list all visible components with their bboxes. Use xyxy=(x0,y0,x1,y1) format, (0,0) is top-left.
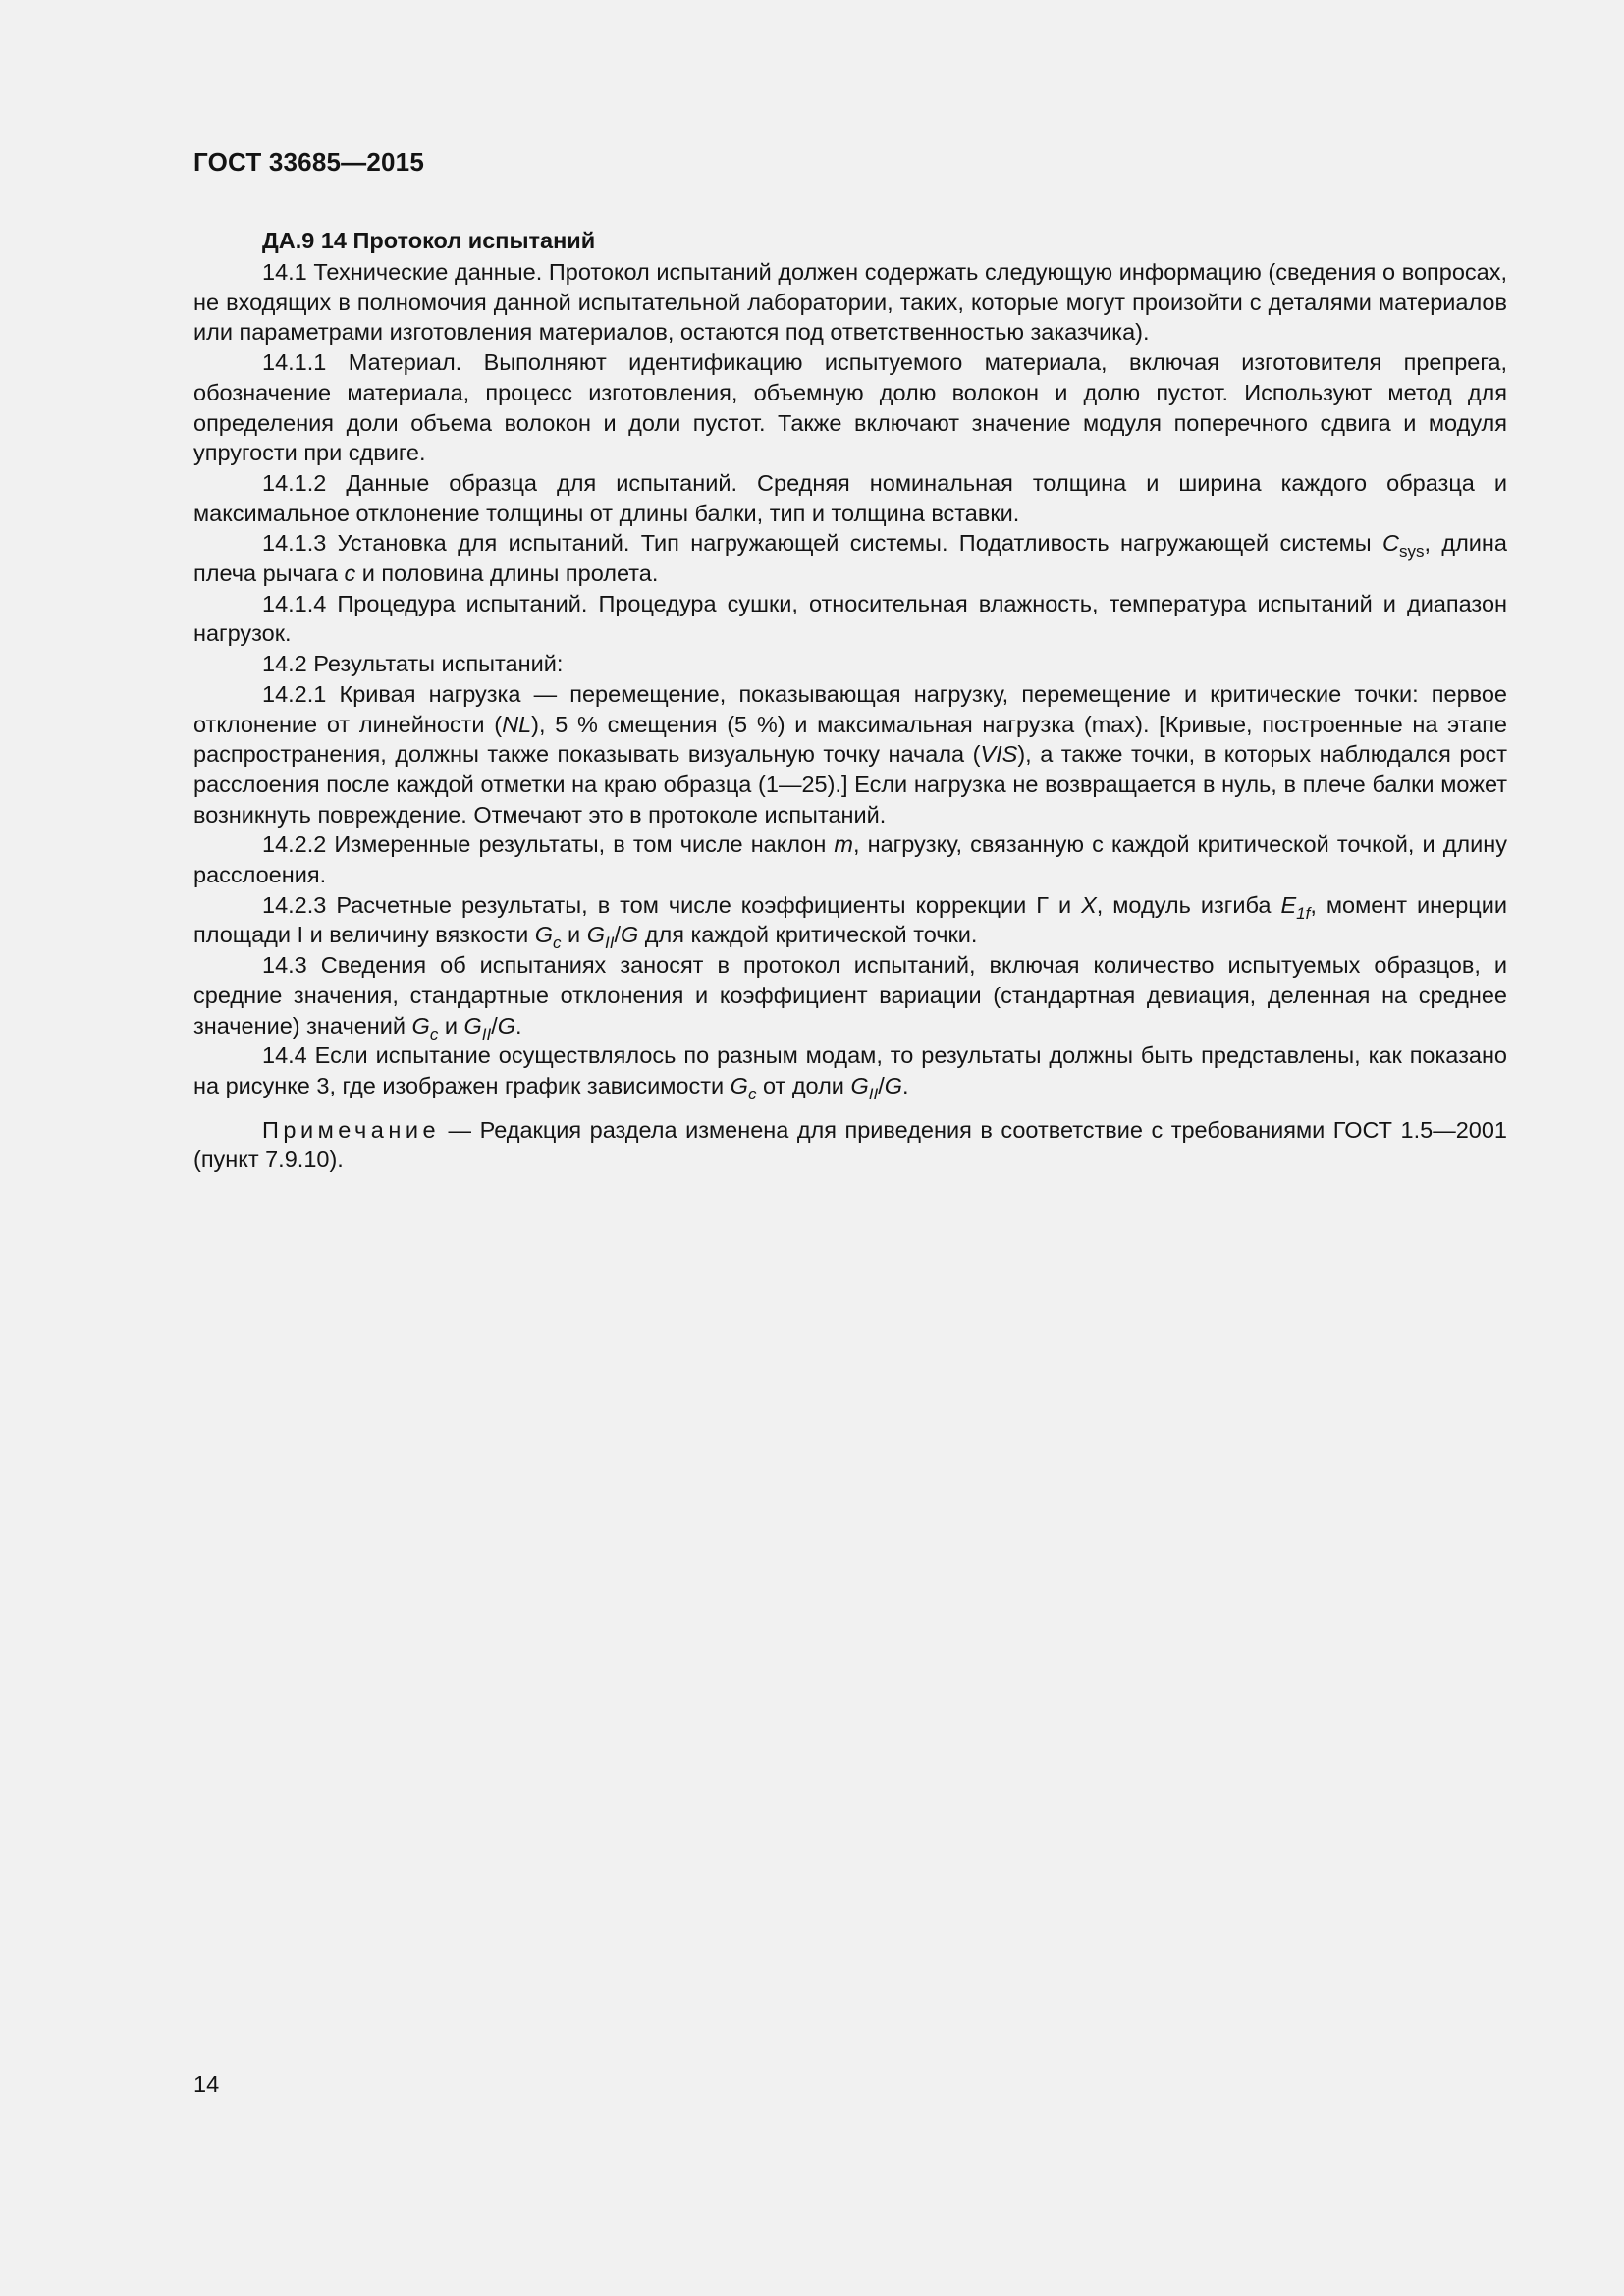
paragraph-text: для каждой критической точки. xyxy=(638,922,978,948)
paragraph-14-1-1: 14.1.1 Материал. Выполняют идентификацию испытуемого материала, включая изготовителя препрега, обозначение материала, процесс изготовления, объемную долю волокон и долю пустот. Используют метод для определения доли объема волокон и доли пустот. Также включают значение модуля поперечного сдвига и модуля упругости при сдвиге. xyxy=(193,349,1507,466)
paragraph-text: и половина длины пролета. xyxy=(355,561,659,587)
symbol-x: X xyxy=(1081,891,1097,918)
note-text: — Редакция раздела изменена для приведения в соответствие с требованиями ГОСТ 1.5—2001 (пункт 7.9.10). xyxy=(193,1116,1507,1173)
symbol-vis: VIS xyxy=(980,741,1018,768)
paragraph-text: , модуль изгиба xyxy=(1096,891,1281,918)
paragraph-14-2: 14.2 Результаты испытаний: xyxy=(262,651,564,677)
paragraph-text: / xyxy=(614,922,621,948)
paragraph-14-1: 14.1 Технические данные. Протокол испытаний должен содержать следующую информацию (сведения о вопросах, не входящих в полномочия данной испытательной лаборатории, таких, которые могут произойти с деталями материалов или параметрами изготовления материалов, остаются под ответственностью заказчика). xyxy=(193,259,1507,346)
paragraph-text: 14.2.2 Измеренные результаты, в том числе наклон xyxy=(262,831,835,858)
symbol-c: c xyxy=(344,561,356,587)
paragraph-14-1-3 xyxy=(193,528,1507,588)
paragraph-text: , длина плеча рычага xyxy=(193,530,1507,587)
subscript-sys: sys xyxy=(1399,542,1425,561)
symbol-g: G xyxy=(730,1072,748,1098)
paragraph-14-1-2: 14.1.2 Данные образца для испытаний. Средняя номинальная толщина и ширина каждого образца и максимальное отклонение толщины от длины балки, тип и толщина вставки. xyxy=(193,469,1507,526)
paragraph-14-3 xyxy=(193,950,1507,1041)
paragraph-14-2-3 xyxy=(193,890,1507,953)
subscript-c-text: c xyxy=(553,934,562,953)
paragraph-text: . xyxy=(515,1012,522,1039)
subscript-ii-text: II xyxy=(868,1084,879,1103)
paragraph-text: 14.2.3 Расчетные результаты, в том числе коэффициенты коррекции Г и xyxy=(262,891,1082,918)
symbol-nl: NL xyxy=(502,711,532,737)
paragraph-14-4 xyxy=(193,1041,1507,1103)
paragraph-text: от доли xyxy=(756,1072,851,1098)
paragraph-text: / xyxy=(878,1072,885,1098)
paragraph-text: ), 5 % смещения (5 %) и максимальная нагрузка (max). [Кривые, построенные на этапе распространения, должны также показывать визуальную точку начала ( xyxy=(193,711,1508,768)
document-body xyxy=(193,226,1507,1175)
paragraph-text: . xyxy=(902,1072,909,1098)
paragraph-text: и xyxy=(561,922,587,948)
paragraph-text: / xyxy=(491,1012,498,1039)
symbol-g: G xyxy=(620,922,639,948)
symbol-g: G xyxy=(586,922,605,948)
section-title: ДА.9 14 Протокол испытаний xyxy=(262,228,596,253)
paragraph-text: , момент инерции площади I и величину вязкости xyxy=(193,891,1507,948)
symbol-g: G xyxy=(850,1072,869,1098)
paragraph-text: 14.1.3 Установка для испытаний. Тип нагружающей системы. Податливость нагружающей системы xyxy=(262,530,1383,557)
subscript-1f xyxy=(1296,904,1310,923)
symbol-g: G xyxy=(534,922,554,948)
paragraph-14-2-2 xyxy=(193,829,1507,889)
paragraph-text: и xyxy=(438,1012,464,1039)
symbol-g: G xyxy=(497,1012,516,1039)
subscript-ii-text: II xyxy=(605,934,615,953)
subscript-c-text: c xyxy=(429,1024,439,1043)
paragraph-text: , нагрузку, связанную с каждой критической точкой, и длину расслоения. xyxy=(193,831,1507,888)
symbol-g: G xyxy=(884,1072,903,1098)
paragraph-14-2-1 xyxy=(193,679,1507,830)
symbol-m: m xyxy=(834,831,853,858)
paragraph-text: 14.4 Если испытание осуществлялось по разным модам, то результаты должны быть представлены, как показано на рисунке 3, где изображен график зависимости xyxy=(193,1042,1507,1098)
paragraph-14-1-4: 14.1.4 Процедура испытаний. Процедура сушки, относительная влажность, температура испытаний и диапазон нагрузок. xyxy=(193,590,1507,647)
symbol-g: G xyxy=(411,1012,430,1039)
document-header: ГОСТ 33685—2015 xyxy=(193,147,424,177)
paragraph-text: 14.3 Сведения об испытаниях заносят в протокол испытаний, включая количество испытуемых образцов, и средние значения, стандартные отклонения и коэффициент вариации (стандартная девиация, деленная на среднее значение) значений xyxy=(193,952,1507,1039)
symbol-e: E xyxy=(1280,891,1297,918)
note-label: Примечание xyxy=(262,1116,441,1143)
symbol-c-sys: C xyxy=(1382,530,1400,557)
paragraph-text: ), а также точки, в которых наблюдался рост расслоения после каждой отметки на краю образца (1—25).] Если нагрузка не возвращается в нуль, в плече балки может возникнуть повреждение. Отмечают это в протоколе испытаний. xyxy=(193,741,1507,828)
page-number: 14 xyxy=(193,2071,220,2097)
symbol-g: G xyxy=(463,1012,482,1039)
note-paragraph xyxy=(193,1115,1507,1175)
subscript-ii xyxy=(869,1085,878,1103)
subscript-1f-text: 1f xyxy=(1296,903,1311,923)
subscript-c-text: c xyxy=(747,1084,757,1103)
paragraph-text: 14.2.1 Кривая нагрузка — перемещение, показывающая нагрузку, перемещение и критические точки: первое отклонение от линейности ( xyxy=(193,680,1507,737)
subscript-ii-text: II xyxy=(481,1024,492,1043)
